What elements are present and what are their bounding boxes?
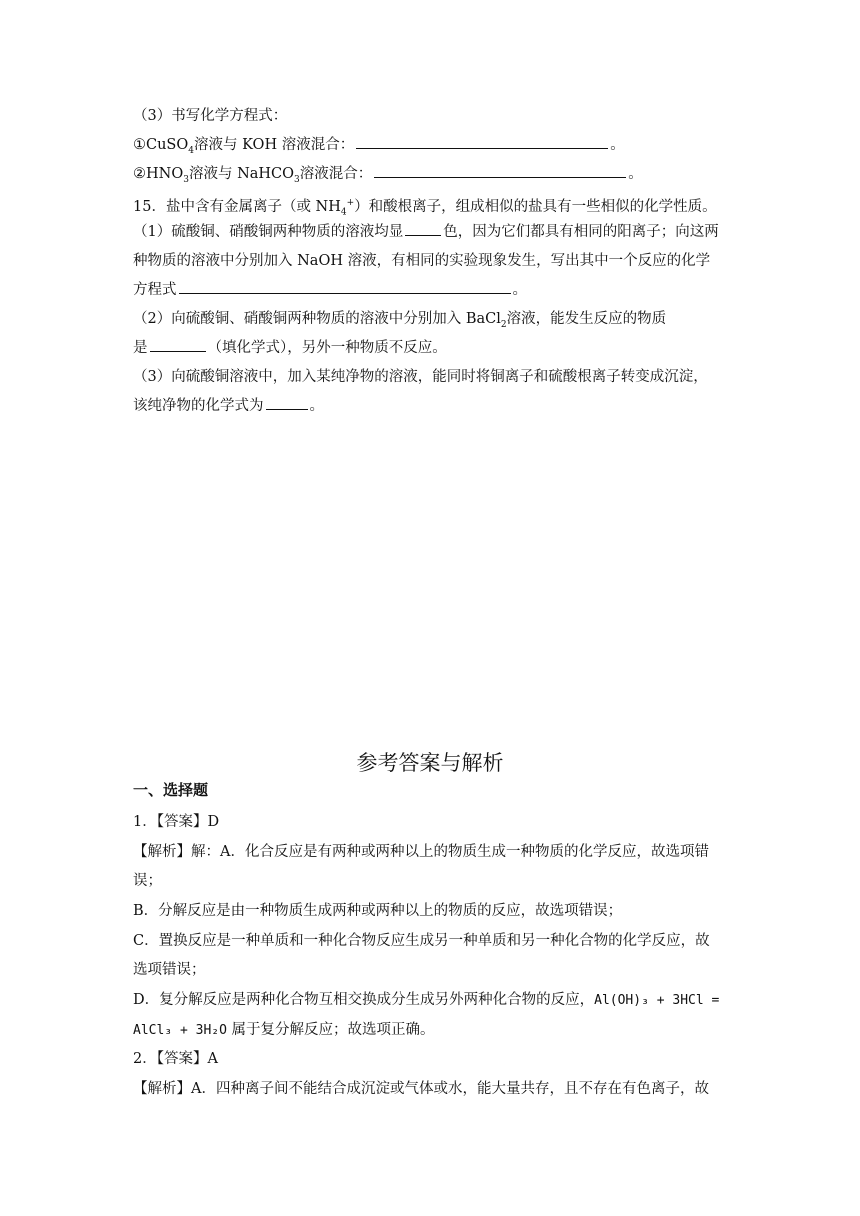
answer-2-label: 2．【答案】A: [133, 1051, 218, 1067]
answer-blank[interactable]: [405, 221, 441, 236]
answer-1-explanation: 【解析】解：A．化合反应是有两种或两种以上的物质生成一种物质的化学反应，故选项错: [133, 844, 709, 860]
answer-blank[interactable]: [374, 163, 626, 178]
answer-1-label: 1．【答案】D: [133, 814, 220, 830]
q14-equation-2: $②HNO_3$溶液与 NaHCO$_3$溶液混合： 。: [133, 162, 733, 192]
q14-equation-1: ①CuSO$_4$溶液与 KOH 溶液混合： 。: [133, 133, 733, 163]
q15-part2-line2: 是 （填化学式），另外一种物质不反应。: [133, 336, 733, 360]
q15-part1-line1: （1）硫酸铜、硝酸铜两种物质的溶液均显 色，因为它们都具有相同的阳离子；向这两: [133, 220, 733, 244]
answer-1-option-c-cont: 选项错误；: [133, 962, 206, 978]
q14-part3-heading: （3）书写化学方程式：: [133, 108, 288, 124]
q15-part3-line1: （3）向硫酸铜溶液中，加入某纯净物的溶液，能同时将铜离子和硫酸根离子转变成沉淀，: [133, 369, 708, 385]
answer-2-explanation: 【解析】A．四种离子间不能结合成沉淀或气体或水，能大量共存，且不存在有色离子，故: [133, 1081, 709, 1097]
q15-stem: 15．盐中含有金属离子（或 $NH_4^+$）和酸根离子，组成相似的盐具有一些相似的化学性质。: [133, 198, 717, 218]
answer-1-option-d: D．复分解反应是两种化合物互相交换成分生成另外两种化合物的反应，Al(OH)₃ + 3HCl =: [133, 992, 720, 1008]
answer-1-option-d-cont: AlCl₃ + 3H₂O 属于复分解反应；故选项正确。: [133, 1022, 435, 1038]
answer-blank[interactable]: [356, 134, 608, 149]
q15-part1-line2: 种物质的溶液中分别加入 NaOH 溶液，有相同的实验现象发生，写出其中一个反应的化学: [133, 253, 711, 269]
answer-blank[interactable]: [266, 395, 308, 410]
answer-1-option-b: B．分解反应是由一种物质生成两种或两种以上的物质的反应，故选项错误；: [133, 903, 623, 919]
q15-part3-line2: 该纯净物的化学式为 。: [133, 394, 733, 418]
q15-part1-line3: 方程式 。: [133, 278, 733, 302]
section-heading: 一、选择题: [133, 781, 209, 799]
answer-1-explanation-cont: 误；: [133, 873, 162, 889]
answer-1-option-c: C．置换反应是一种单质和一种化合物反应生成另一种单质和另一种化合物的化学反应，故: [133, 933, 710, 949]
answers-title: 参考答案与解析: [356, 751, 504, 775]
answer-blank[interactable]: [179, 279, 511, 294]
answer-blank[interactable]: [150, 337, 206, 352]
q15-part2-line1: （2）向硫酸铜、硝酸铜两种物质的溶液中分别加入 BaCl$_2$溶液，能发生反应的物质: [133, 311, 667, 330]
